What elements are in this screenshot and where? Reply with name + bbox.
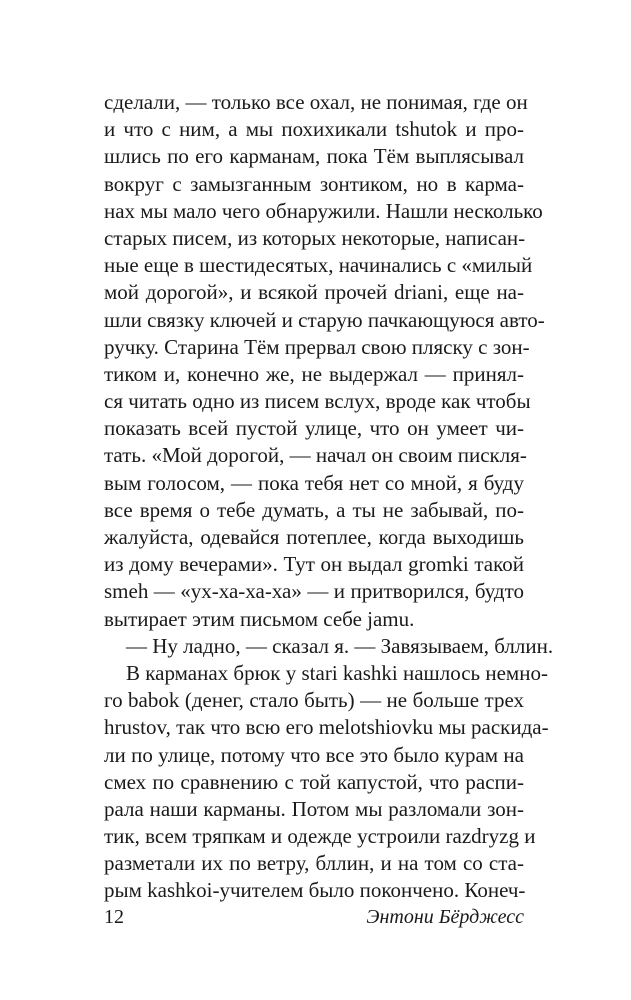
text-line: ся читать одно из писем вслух, вроде как чтобы <box>104 389 531 414</box>
text-line: жалуйста, одевайся потеплее, когда выходишь <box>104 525 524 549</box>
text-line: смех по сравнению с той капустой, что распи- <box>104 769 524 794</box>
text-line: шлись по его карманам, пока Тём выплясывал <box>104 144 524 169</box>
text-line: ли по улице, потому что все это было курам на <box>104 742 524 767</box>
text-line: В карманах брюк у stari kashki нашлось немно- <box>126 660 548 685</box>
body-text <box>104 89 554 905</box>
text-line: старых писем, из которых некоторые, написан- <box>104 225 526 250</box>
text-line: вытирает этим письмом себе jamu. <box>104 606 415 631</box>
text-line: мой дорогой», и всякой прочей driani, еще на- <box>104 280 524 305</box>
text-line: вокруг с замызганным зонтиком, но в карма- <box>104 171 524 196</box>
text-line: рала наши карманы. Потом мы разломали зон- <box>104 796 524 821</box>
text-line: сделали, — только все охал, не понимая, где он <box>104 90 528 114</box>
text-line: рым kashkoi-учителем было покончено. Конеч- <box>104 878 526 903</box>
text-line: показать всей пустой улице, что он умеет чи- <box>104 416 524 441</box>
text-line: го babok (денег, стало быть) — не больше трех <box>104 688 524 713</box>
text-line: smeh — «ух-ха-ха-ха» — и притворился, будто <box>104 579 524 604</box>
text-line: тик, всем тряпкам и одежде устроили razdryzg и <box>104 824 536 849</box>
page-number: 12 <box>104 906 124 928</box>
text-line: hrustov, так что всю его melotshiovku мы раскида- <box>104 715 549 740</box>
text-line: тиком и, конечно же, не выдержал — принял- <box>104 361 524 386</box>
text-line: ручку. Старина Тём прервал свою пляску с зон- <box>104 334 530 359</box>
text-line: ные еще в шестидесятых, начинались с «милый <box>104 253 533 278</box>
text-line: шли связку ключей и старую пачкающуюся авто- <box>104 307 545 332</box>
text-line: из дому вечерами». Тут он выдал gromki такой <box>104 552 524 577</box>
text-line: нах мы мало чего обнаружили. Нашли несколько <box>104 198 543 223</box>
text-line: и что с ним, а мы похихикали tshutok и про- <box>104 117 524 142</box>
text-line: вым голосом, — пока тебя нет со мной, я буду <box>104 470 524 495</box>
text-line: — Ну ладно, — сказал я. — Завязываем, бллин. <box>126 633 554 658</box>
text-line: тать. «Мой дорогой, — начал он своим пискля- <box>104 443 527 468</box>
text-line: все время о тебе думать, а ты не забывай, по- <box>104 497 524 522</box>
running-footer-author: Энтони Бёрджесс <box>366 906 524 928</box>
text-line: разметали их по ветру, бллин, и на том со ста- <box>104 851 524 876</box>
